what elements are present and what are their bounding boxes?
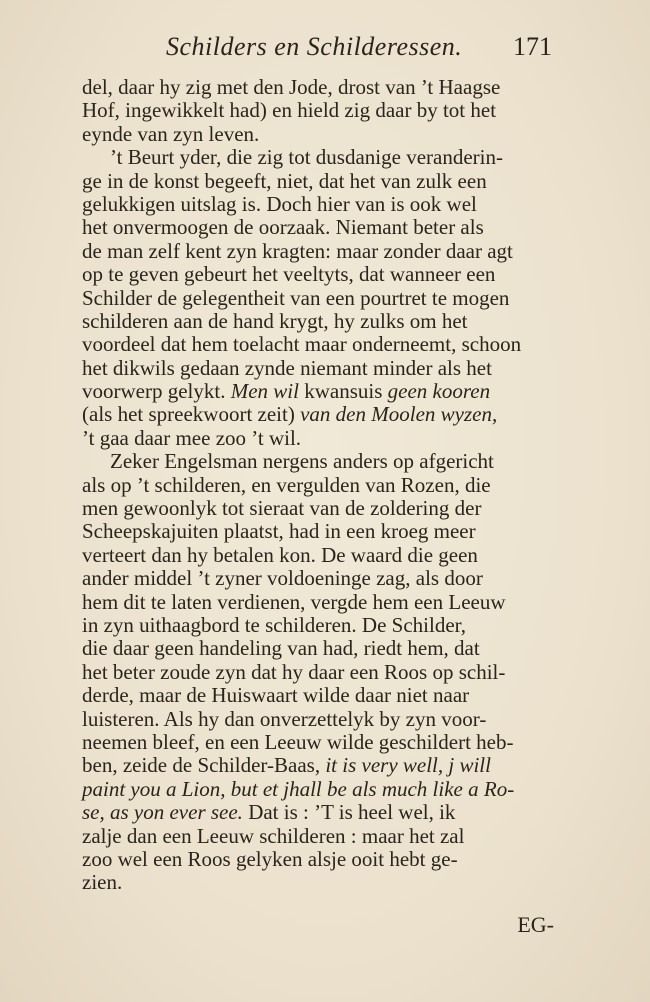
text-line: [82, 731, 560, 754]
text-line: [82, 871, 560, 894]
text-segment: eynde van zyn leven.: [82, 121, 260, 146]
italic-segment: se, as yon ever see.: [82, 800, 243, 825]
running-head: Schilders en Schilderessen.: [166, 32, 463, 61]
text-line: [82, 848, 560, 871]
text-line: [82, 801, 560, 824]
text-line: [82, 170, 560, 193]
text-segment: schilderen aan de hand krygt, hy zulks om het: [82, 308, 468, 333]
text-segment: ander middel ’t zyner voldoeninge zag, als door: [82, 566, 483, 591]
page-number: 171: [513, 32, 552, 61]
text-line: [82, 216, 560, 239]
text-line: [82, 99, 560, 122]
text-line: [82, 661, 560, 684]
body-text: [82, 76, 560, 895]
text-segment: Hof, ingewikkelt had) en hield zig daar by tot het: [82, 98, 497, 123]
text-line: [82, 380, 560, 403]
text-segment: luisteren. Als hy dan onverzettelyk by zyn voor-: [82, 706, 487, 731]
text-line: [82, 427, 560, 450]
text-segment: het onvermoogen de oorzaak. Niemant beter als: [82, 215, 484, 240]
text-line: [82, 591, 560, 614]
text-segment: als op ’t schilderen, en vergulden van Rozen, die: [82, 472, 491, 497]
text-line: [82, 825, 560, 848]
text-line: [82, 240, 560, 263]
text-segment: ’t gaa daar mee zoo ’t wil.: [82, 425, 302, 450]
text-line: [82, 754, 560, 777]
text-segment: (als het spreekwoort zeit): [82, 402, 295, 427]
text-segment: Dat is : ’T is heel wel, ik: [242, 800, 456, 825]
text-segment: zalje dan een Leeuw schilderen : maar het zal: [82, 823, 465, 848]
text-segment: hem dit te laten verdienen, vergde hem een Leeuw: [82, 589, 506, 614]
text-line: [82, 403, 560, 426]
text-line: [82, 474, 560, 497]
text-segment: men gewoonlyk tot sieraat van de zoldering der: [82, 496, 482, 521]
text-line: [82, 778, 560, 801]
text-line: [82, 310, 560, 333]
text-segment: ’t Beurt yder, die zig tot dusdanige veranderin-: [110, 145, 503, 170]
text-segment: gelukkigen uitslag is. Doch hier van is ook wel: [82, 191, 477, 216]
text-segment: Schilder de gelegentheit van een pourtret te mogen: [82, 285, 510, 310]
italic-segment: van den Moolen wyzen,: [294, 402, 498, 427]
page-header: [82, 32, 552, 64]
text-segment: ge in de konst begeeft, niet, dat het van zulk een: [82, 168, 487, 193]
text-line: [82, 708, 560, 731]
text-segment: voordeel dat hem toelacht maar onderneemt, schoon: [82, 332, 522, 357]
text-segment: zien.: [82, 870, 123, 895]
text-line: [82, 684, 560, 707]
catchword: EG-: [517, 912, 554, 937]
text-line: [82, 357, 560, 380]
text-segment: voorwerp gelykt.: [82, 379, 226, 404]
text-segment: Scheepskajuiten plaatst, had in een kroeg meer: [82, 519, 476, 544]
text-segment: die daar geen handeling van had, riedt hem, dat: [82, 636, 480, 661]
text-segment: del, daar hy zig met den Jode, drost van ’t Haagse: [82, 75, 501, 99]
italic-segment: geen kooren: [387, 379, 491, 404]
text-line: [82, 123, 560, 146]
text-segment: het dikwils gedaan zynde niemant minder als het: [82, 355, 492, 380]
text-line: [82, 193, 560, 216]
italic-segment: paint you a Lion, but et jhall be als much like a Ro-: [82, 776, 515, 801]
text-segment: op te geven gebeurt het veeltyts, dat wanneer een: [82, 262, 496, 287]
text-segment: in zyn uithaagbord te schilderen. De Schilder,: [82, 612, 467, 637]
text-line: [82, 450, 560, 473]
text-segment: neemen bleef, en een Leeuw wilde geschildert heb-: [82, 729, 514, 754]
text-line: [82, 263, 560, 286]
text-line: [82, 497, 560, 520]
italic-segment: it is very well, j will: [320, 753, 491, 778]
text-segment: verteert dan hy betalen kon. De waard die geen: [82, 542, 478, 567]
text-segment: kwansuis: [298, 379, 388, 404]
text-line: [82, 567, 560, 590]
text-segment: de man zelf kent zyn kragten: maar zonder daar agt: [82, 238, 513, 263]
text-line: [82, 614, 560, 637]
text-line: [82, 76, 560, 99]
text-line: [82, 520, 560, 543]
text-line: [82, 544, 560, 567]
text-line: [82, 637, 560, 660]
text-segment: derde, maar de Huiswaart wilde daar niet naar: [82, 683, 470, 708]
text-line: [82, 287, 560, 310]
text-segment: zoo wel een Roos gelyken alsje ooit hebt ge-: [82, 846, 458, 871]
text-segment: ben, zeide de Schilder-Baas,: [82, 753, 321, 778]
text-segment: het beter zoude zyn dat hy daar een Roos op schil-: [82, 659, 506, 684]
text-segment: Zeker Engelsman nergens anders op afgericht: [110, 449, 494, 474]
text-line: [82, 146, 560, 169]
italic-segment: Men wil: [225, 379, 299, 404]
text-line: [82, 333, 560, 356]
